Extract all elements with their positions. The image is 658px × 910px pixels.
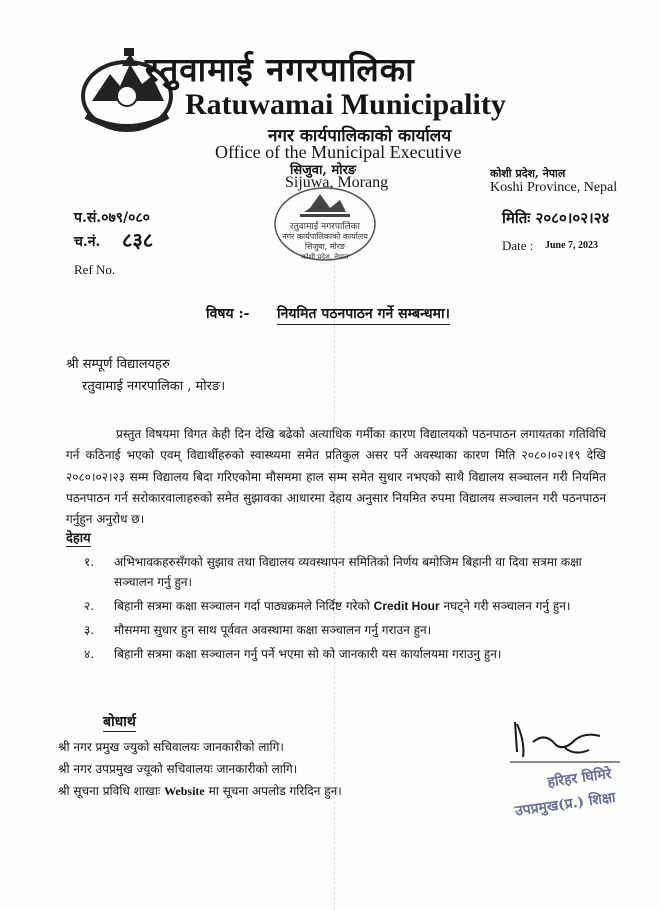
office-name-nepali: नगर कार्यपालिकाको कार्यालय — [268, 126, 452, 146]
list-item-number: २. — [84, 599, 95, 613]
ref-number-label: Ref No. — [74, 262, 116, 277]
list-item — [84, 552, 614, 592]
list-item-number: १. — [84, 555, 95, 569]
cc-list — [58, 736, 342, 802]
handwritten-signature-icon — [505, 712, 625, 772]
list-item — [84, 596, 614, 616]
seal-line-3: सिजुवा, मोरङ — [304, 242, 346, 251]
list-item-text: बिहानी सत्रमा कक्षा सञ्चालन गर्नु पर्ने भएमा सो को जानकारी यस कार्यालयमा गराउनु हुन। — [114, 647, 502, 661]
list-item-text: अभिभावकहरुसँगको सुझाव तथा विद्यालय व्यवस्थापन समितिको निर्णय बमोजिम बिहानी वा दिवा सत्रमा कक्षा सञ्चालन गर्नु हुन। — [114, 555, 582, 589]
list-item-text: नघट्ने गरी सञ्चालन गर्नु हुन। — [443, 599, 571, 613]
bodharth-heading: बोधार्थ — [103, 714, 136, 730]
date-nepali: मितिः २०८०।०२।२४ — [502, 209, 610, 227]
province-nepali: कोशी प्रदेश, नेपाल — [490, 167, 566, 180]
cc-item: श्री नगर उपप्रमुख ज्यूको सचिवालयः जानकारीको लागि। — [58, 762, 298, 776]
cc-item: श्री नगर प्रमुख ज्युको सचिवालयः जानकारीको लागि। — [58, 740, 284, 754]
seal-line-1: रतुवामाई नगरपालिका — [289, 222, 361, 232]
signatory-title: उपप्रमुख(प्र.) शिक्षा — [514, 789, 617, 820]
municipality-name-nepali: रतुवामाई नगरपालिका — [145, 50, 415, 89]
addressee-line-1: श्री सम्पूर्ण विद्यालयहरु — [66, 357, 170, 372]
website-term: Website — [164, 784, 205, 798]
addressee-line-2: रतुवामाई नगरपालिका , मोरङ। — [82, 379, 226, 394]
office-name-english: Office of the Municipal Executive — [215, 142, 462, 162]
date-english-value: June 7, 2023 — [545, 240, 599, 251]
dispatch-number-label: च.नं. — [74, 234, 101, 250]
cc-item-text: मा सूचना अपलोड गरिदिन हुन। — [208, 784, 342, 798]
list-item-text: मौसममा सुधार हुन साथ पूर्ववत अवस्थामा कक्षा सञ्चालन गर्नु गराउन हुन। — [114, 623, 432, 637]
subject-label: विषय :- — [206, 306, 250, 322]
municipality-name-english: Ratuwamai Municipality — [185, 88, 506, 121]
date-english-label: Date : — [502, 238, 534, 253]
credit-hour-term: Credit Hour — [373, 599, 440, 613]
list-item-text: बिहानी सत्रमा कक्षा सञ्चालन गर्दा पाठ्यक्रमले निर्दिष्ट गरेको — [114, 599, 370, 613]
dehay-heading: देहाय — [66, 528, 91, 547]
dispatch-number-value: ८३८ — [122, 228, 154, 252]
list-item — [84, 620, 614, 640]
seal-line-2: नगर कार्यपालिकाको कार्यालय — [282, 232, 368, 241]
list-item-number: ४. — [84, 647, 95, 661]
list-item-number: ३. — [84, 623, 95, 637]
cc-item-text: श्री सूचना प्रविधि शाखाः — [58, 784, 161, 798]
seal-line-4: कोशी प्रदेश, नेपाल — [301, 253, 349, 261]
cc-item — [58, 780, 342, 802]
location-english: Sijuwa, Morang — [285, 174, 389, 191]
subject-text: नियमित पठनपाठन गर्ने सम्बन्धमा। — [277, 304, 450, 325]
body-paragraph: प्रस्तुत विषयमा विगत केही दिन देखि बढेको अत्याधिक गर्मीका कारण विद्यालयको पठनपाठन लगायतका गतिविधि गर्न कठिनाई भएको एवम् विद्यार्थीहरुको स्वास्थ्यमा समेत प्रतिकुल असर पर्ने अवस्थाका कारण मिति २०८०।०२।१९ देखि २०८०।०२।२३ सम्म विद्यालय बिदा गरिएकोमा मौसममा हाल सम्म समेत सुधार नभएको साथै विद्यालय सञ्चालन गरी नियमित पठनपाठन गर्न सरोकारवालाहरुको समेत सुझावका आधारमा देहाय अनुसार नियमित रुपमा विद्यालय सञ्चालन गरी पठनपाठन गर्नुहुन अनुरोध छ। — [66, 427, 606, 527]
letter-serial-number: प.सं.०७९/०८० — [74, 210, 150, 226]
province-english: Koshi Province, Nepal — [490, 180, 618, 195]
location-nepali: सिजुवा, मोरङ — [290, 163, 357, 178]
signatory-name: हरिहर घिमिरे — [546, 766, 613, 791]
list-item — [84, 644, 614, 664]
municipal-seal-icon — [270, 184, 380, 264]
instruction-list — [84, 552, 614, 668]
